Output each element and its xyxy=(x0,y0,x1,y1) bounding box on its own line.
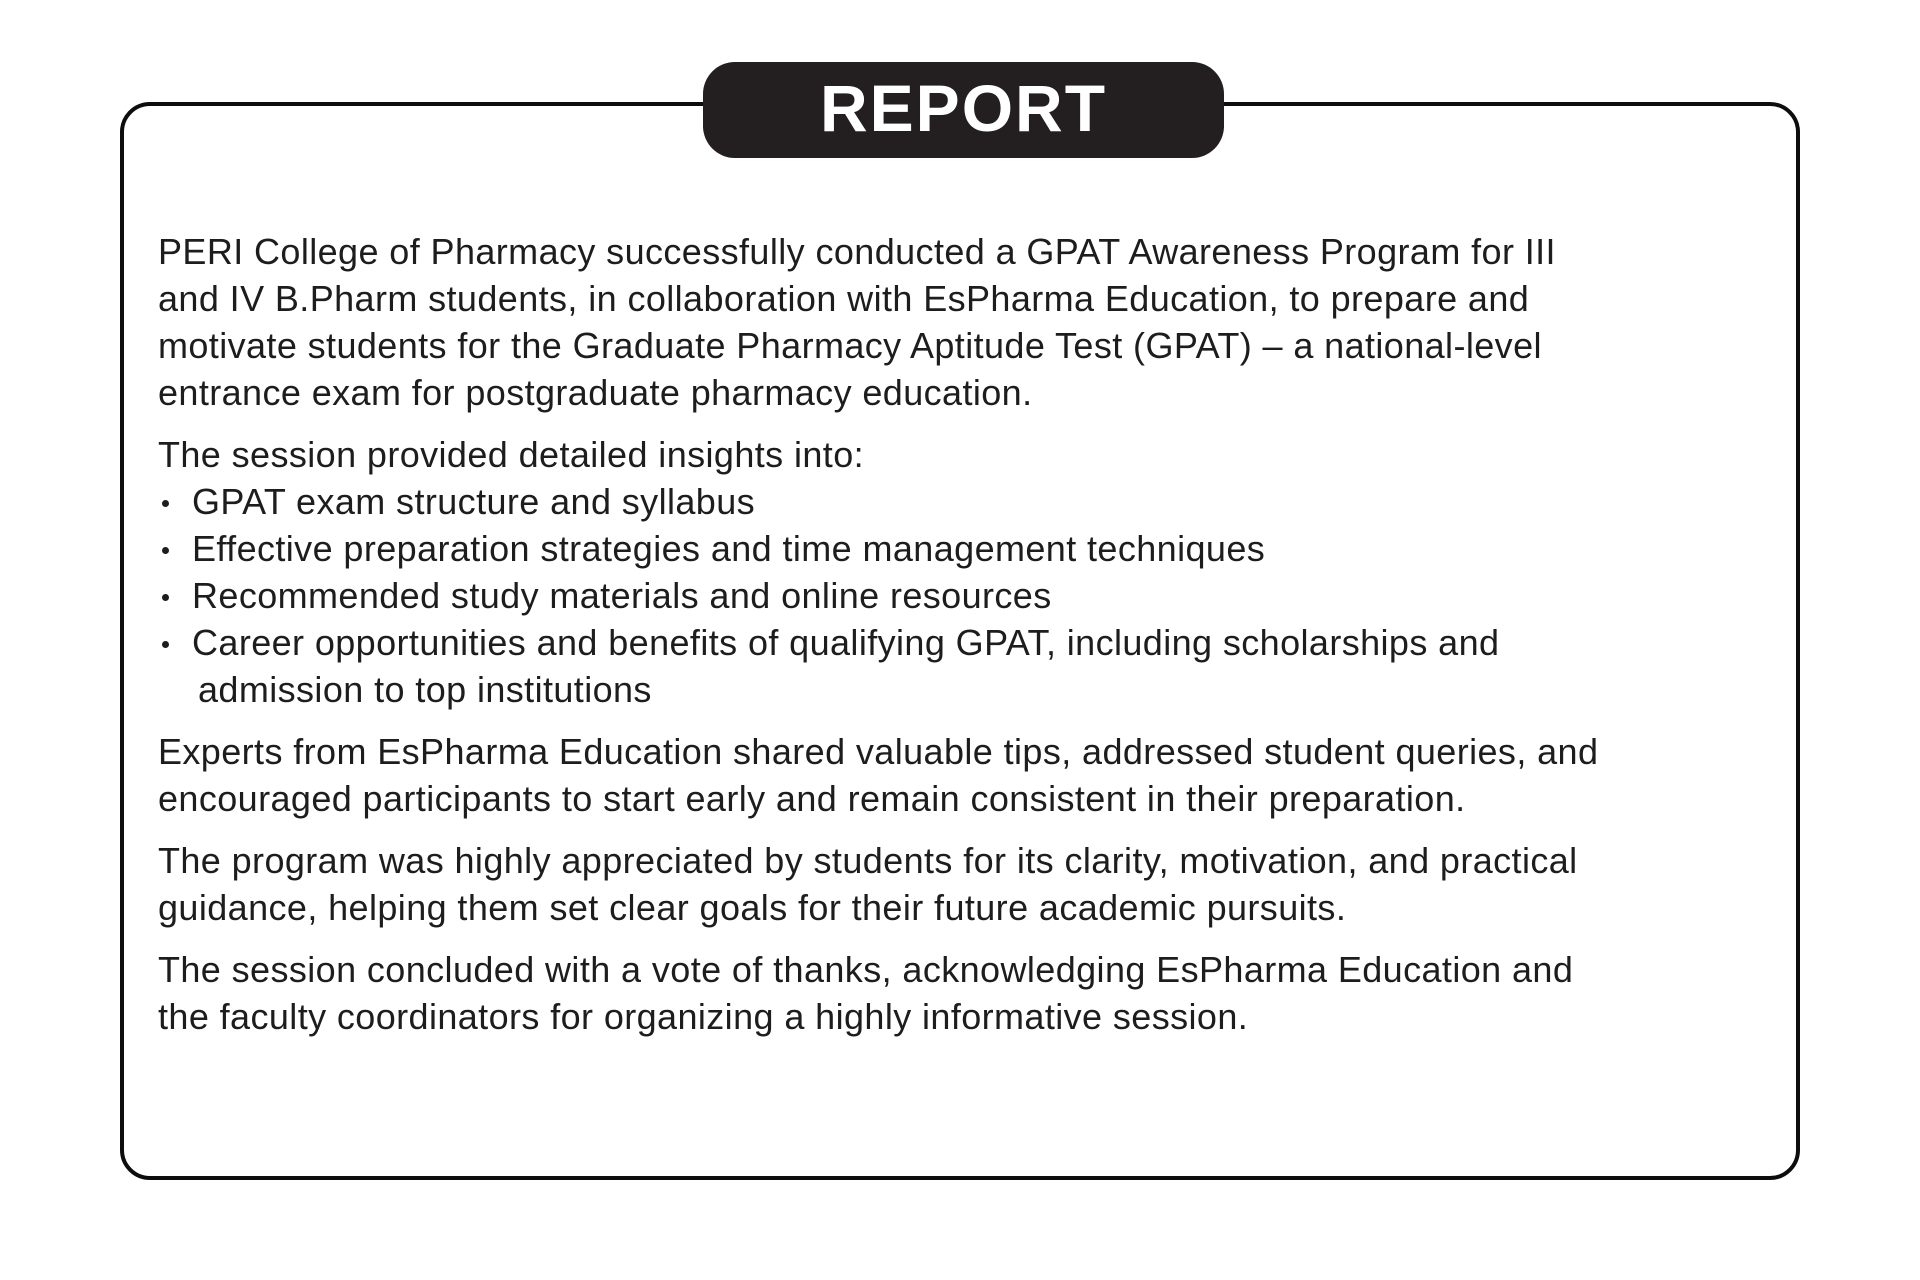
list-item xyxy=(158,478,1786,525)
list-item xyxy=(158,525,1786,572)
report-line: The program was highly appreciated by students for its clarity, motivation, and practical xyxy=(158,840,1578,881)
report-line: motivate students for the Graduate Pharmacy Aptitude Test (GPAT) – a national-level xyxy=(158,325,1542,366)
report-line: Effective preparation strategies and time management techniques xyxy=(192,528,1266,569)
report-line: Recommended study materials and online resources xyxy=(192,575,1052,616)
report-line: and IV B.Pharm students, in collaboration with EsPharma Education, to prepare and xyxy=(158,278,1530,319)
report-badge xyxy=(703,62,1224,158)
report-line: the faculty coordinators for organizing a highly informative session. xyxy=(158,996,1249,1037)
list-item xyxy=(158,572,1786,619)
report-line: encouraged participants to start early and remain consistent in their preparation. xyxy=(158,778,1466,819)
bullet-icon xyxy=(162,641,169,648)
bullet-icon xyxy=(162,547,169,554)
report-line: guidance, helping them set clear goals for their future academic pursuits. xyxy=(158,887,1347,928)
report-line: admission to top institutions xyxy=(198,669,652,710)
report-badge-label: REPORT xyxy=(819,71,1108,145)
paragraph-overview xyxy=(158,228,1786,416)
list-item-continuation xyxy=(158,666,1786,713)
report-line: The session concluded with a vote of thanks, acknowledging EsPharma Education and xyxy=(158,949,1574,990)
report-line: Experts from EsPharma Education shared valuable tips, addressed student queries, and xyxy=(158,731,1599,772)
paragraph-appreciation xyxy=(158,837,1786,931)
report-line: Career opportunities and benefits of qualifying GPAT, including scholarships and xyxy=(192,622,1500,663)
paragraph-experts xyxy=(158,728,1786,822)
report-line: entrance exam for postgraduate pharmacy education. xyxy=(158,372,1033,413)
bullet-icon xyxy=(162,500,169,507)
report-body xyxy=(158,228,1786,1040)
paragraph-insights xyxy=(158,431,1786,713)
report-line: PERI College of Pharmacy successfully conducted a GPAT Awareness Program for III xyxy=(158,231,1556,272)
list-item xyxy=(158,619,1786,666)
bullet-icon xyxy=(162,594,169,601)
report-line: GPAT exam structure and syllabus xyxy=(192,481,756,522)
insights-intro: The session provided detailed insights into: xyxy=(158,434,865,475)
report-card xyxy=(120,102,1800,1180)
paragraph-conclusion xyxy=(158,946,1786,1040)
